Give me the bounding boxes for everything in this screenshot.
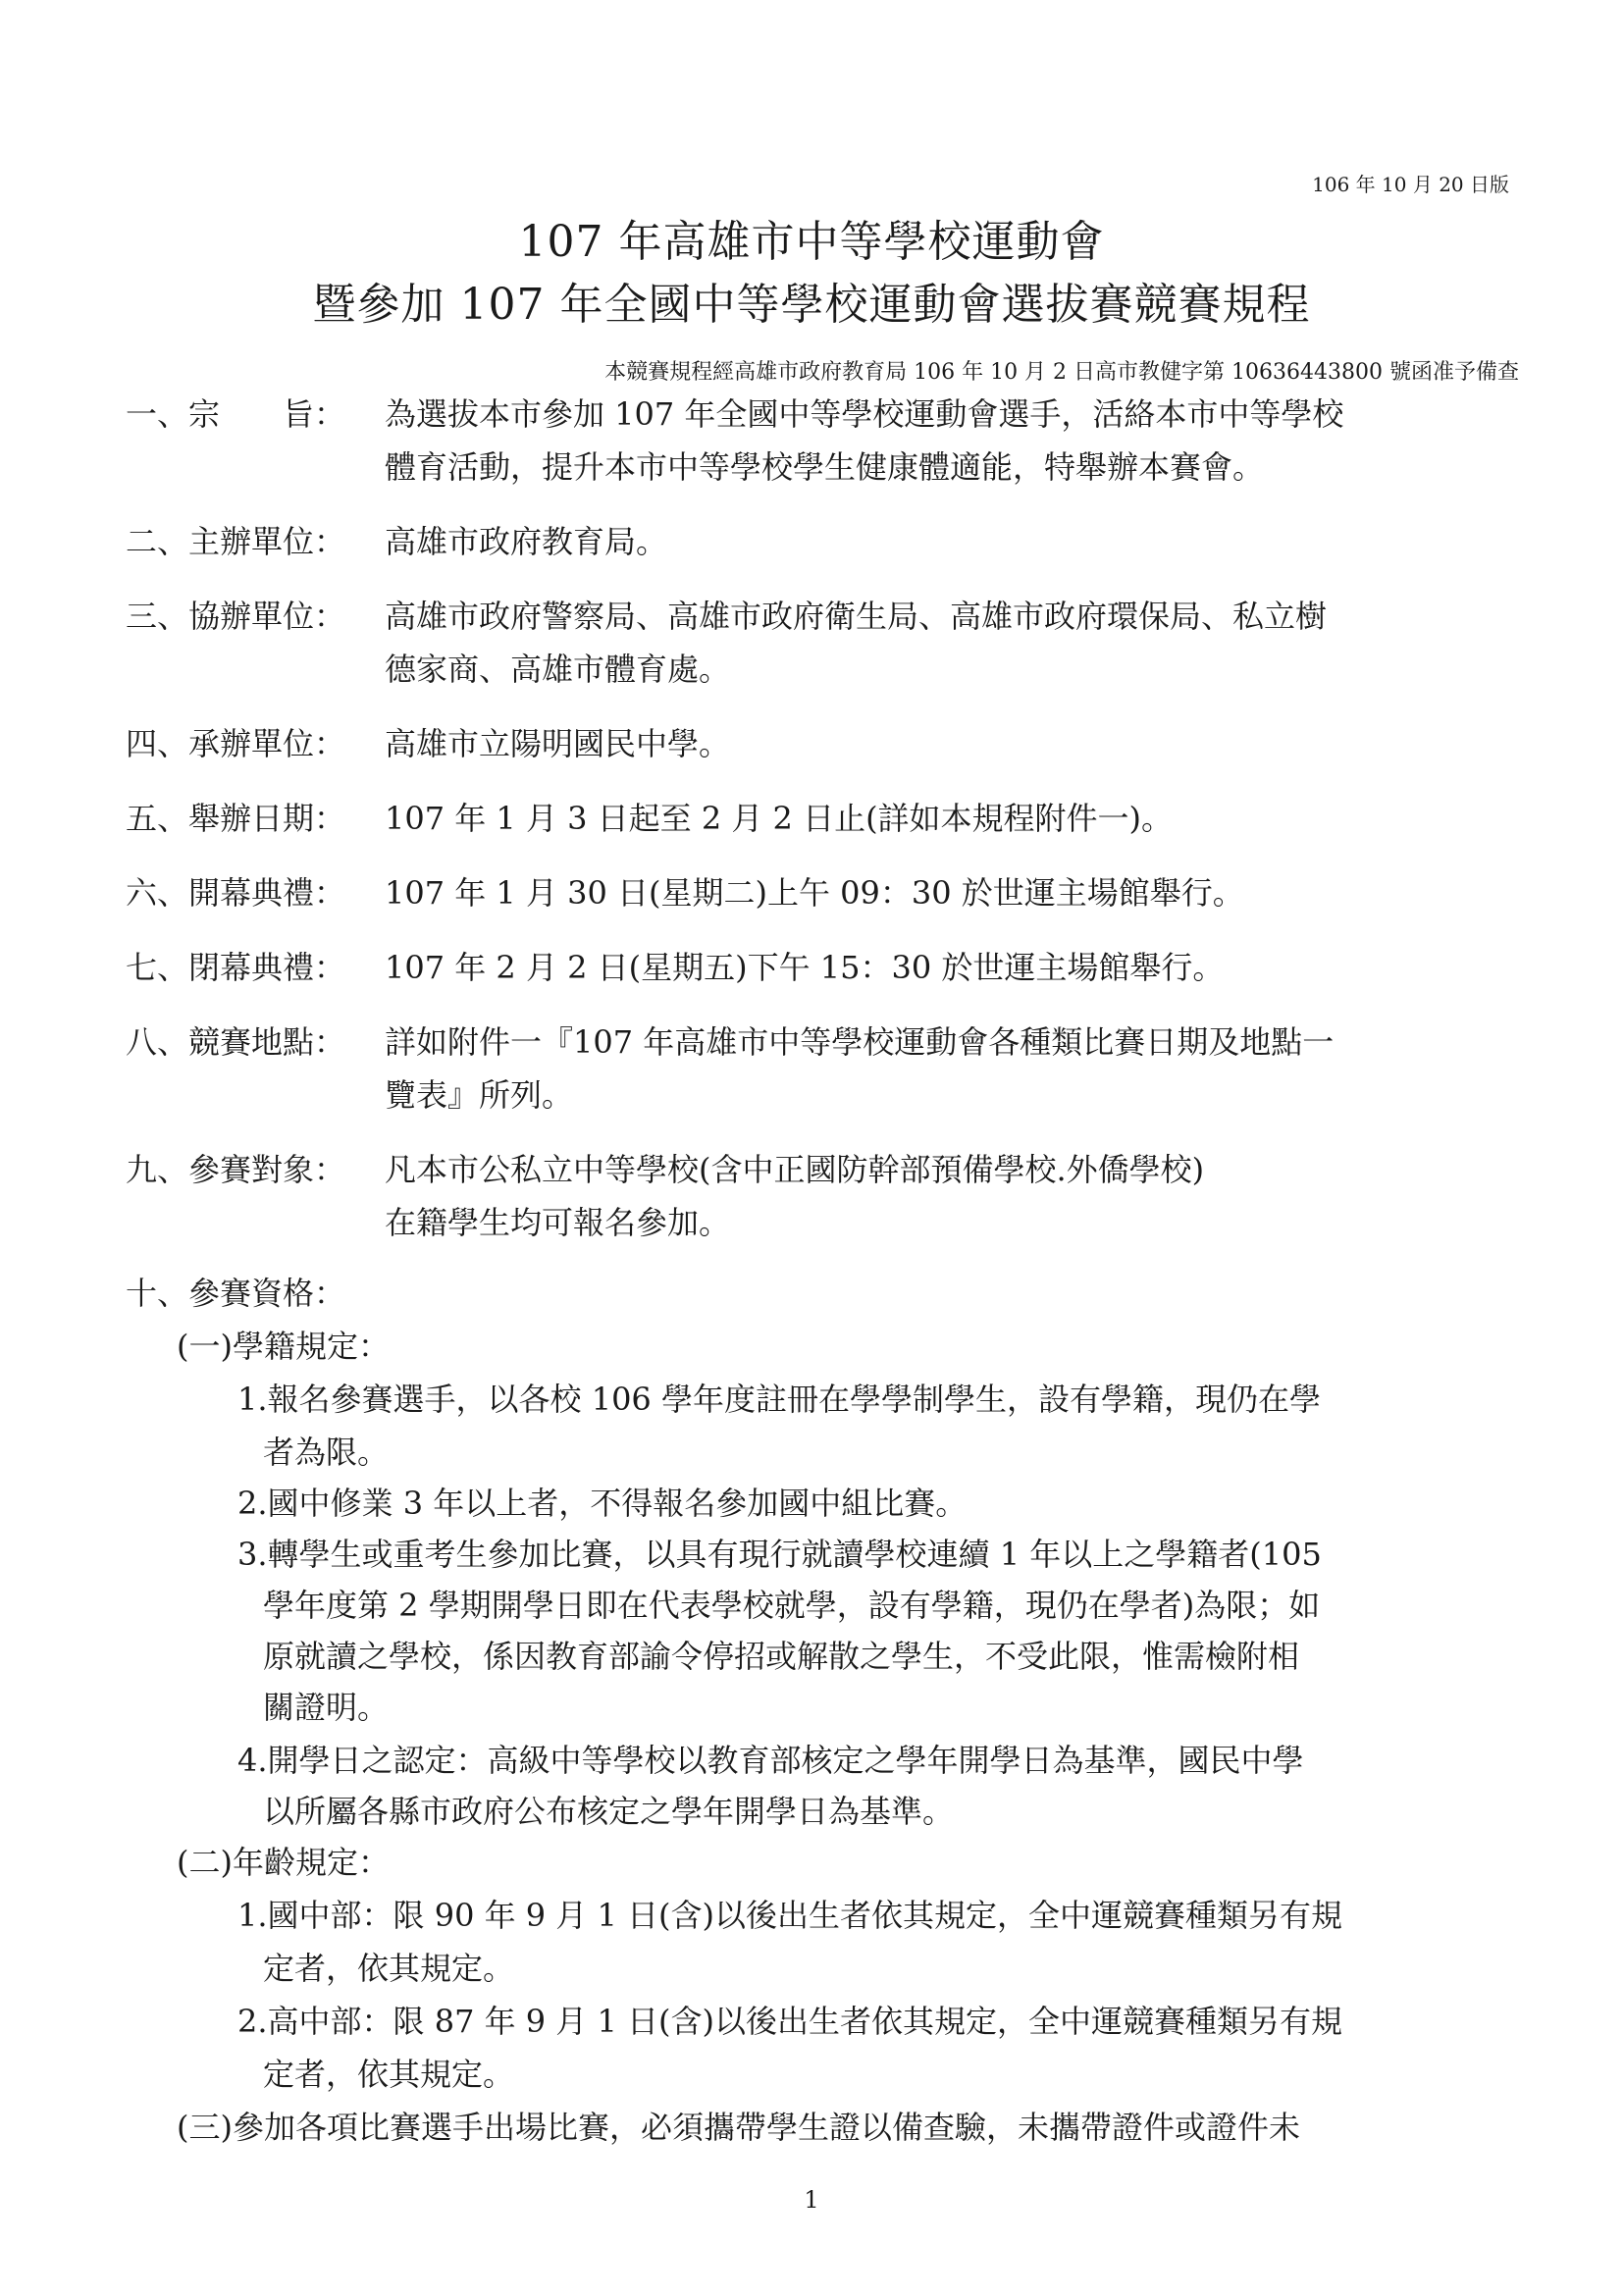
section-text: 為選拔本市參加 107 年全國中等學校運動會選手，活絡本市中等學校 xyxy=(385,395,1344,433)
section-label-venue: 八、競賽地點： xyxy=(126,1023,346,1061)
clause-text: 3.轉學生或重考生參加比賽，以具有現行就讀學校連續 1 年以上之學籍者(105 xyxy=(237,1536,1322,1573)
clause-text: 者為限。 xyxy=(263,1434,390,1471)
section-label-dates: 五、舉辦日期： xyxy=(126,800,346,837)
section-text: 詳如附件一『107 年高雄市中等學校運動會各種類比賽日期及地點一 xyxy=(385,1023,1335,1061)
subsection-heading: (一)學籍規定： xyxy=(177,1328,390,1365)
clause-text: 1.報名參賽選手，以各校 106 學年度註冊在學學制學生，設有學籍，現仍在學 xyxy=(237,1381,1321,1418)
section-text: 體育活動，提升本市中等學校學生健康體適能，特舉辦本賽會。 xyxy=(385,448,1265,486)
section-label-purpose: 一、宗 旨： xyxy=(126,395,346,433)
section-text: 覽表』所列。 xyxy=(385,1076,574,1114)
subsection-heading: (二)年齡規定： xyxy=(177,1844,390,1881)
section-label-participants: 九、參賽對象： xyxy=(126,1151,346,1188)
section-label-organizer: 二、主辦單位： xyxy=(126,523,346,560)
clause-text: 以所屬各縣市政府公布核定之學年開學日為基準。 xyxy=(263,1793,955,1830)
clause-text: 定者，依其規定。 xyxy=(263,1950,515,1987)
clause-text: 2.高中部：限 87 年 9 月 1 日(含)以後出生者依其規定，全中運競賽種類另有規 xyxy=(237,2003,1342,2040)
clause-text: 關證明。 xyxy=(263,1689,390,1726)
clause-text: 1.國中部：限 90 年 9 月 1 日(含)以後出生者依其規定，全中運競賽種類另有規 xyxy=(237,1897,1342,1934)
section-text: 107 年 2 月 2 日(星期五)下午 15：30 於世運主場館舉行。 xyxy=(385,949,1225,986)
section-label-closing: 七、閉幕典禮： xyxy=(126,949,346,986)
section-text: 在籍學生均可報名參加。 xyxy=(385,1204,731,1241)
clause-text: 學年度第 2 學期開學日即在代表學校就學，設有學籍，現仍在學者)為限；如 xyxy=(263,1587,1321,1624)
section-label-eligibility: 十、參賽資格： xyxy=(126,1275,346,1312)
section-label-host: 四、承辦單位： xyxy=(126,725,346,762)
subsection-heading: (三)參加各項比賽選手出場比賽，必須攜帶學生證以備查驗，未攜帶證件或證件未 xyxy=(177,2109,1300,2146)
clause-text: 4.開學日之認定：高級中等學校以教育部核定之學年開學日為基準，國民中學 xyxy=(237,1742,1304,1779)
section-label-opening: 六、開幕典禮： xyxy=(126,874,346,912)
section-text: 高雄市立陽明國民中學。 xyxy=(385,725,731,762)
version-date: 106 年 10 月 20 日版 xyxy=(1312,173,1509,196)
section-text: 高雄市政府警察局、高雄市政府衛生局、高雄市政府環保局、私立樹 xyxy=(385,598,1328,635)
section-text: 107 年 1 月 3 日起至 2 月 2 日止(詳如本規程附件一)。 xyxy=(385,800,1174,837)
document-title-line1: 107 年高雄市中等學校運動會 xyxy=(518,217,1105,267)
section-text: 107 年 1 月 30 日(星期二)上午 09：30 於世運主場館舉行。 xyxy=(385,874,1244,912)
section-text: 德家商、高雄市體育處。 xyxy=(385,651,731,688)
clause-text: 定者，依其規定。 xyxy=(263,2056,515,2093)
section-label-co-organizer: 三、協辦單位： xyxy=(126,598,346,635)
page-number: 1 xyxy=(804,2186,819,2214)
clause-text: 原就讀之學校，係因教育部諭令停招或解散之學生，不受此限，惟需檢附相 xyxy=(263,1638,1300,1675)
clause-text: 2.國中修業 3 年以上者，不得報名參加國中組比賽。 xyxy=(237,1485,968,1522)
approval-note: 本競賽規程經高雄市政府教育局 106 年 10 月 2 日高市教健字第 10636443800 號函准予備查 xyxy=(604,360,1519,385)
section-text: 凡本市公私立中等學校(含中正國防幹部預備學校.外僑學校) xyxy=(385,1151,1205,1188)
document-title-line2: 暨參加 107 年全國中等學校運動會選拔賽競賽規程 xyxy=(312,280,1311,330)
section-text: 高雄市政府教育局。 xyxy=(385,523,668,560)
